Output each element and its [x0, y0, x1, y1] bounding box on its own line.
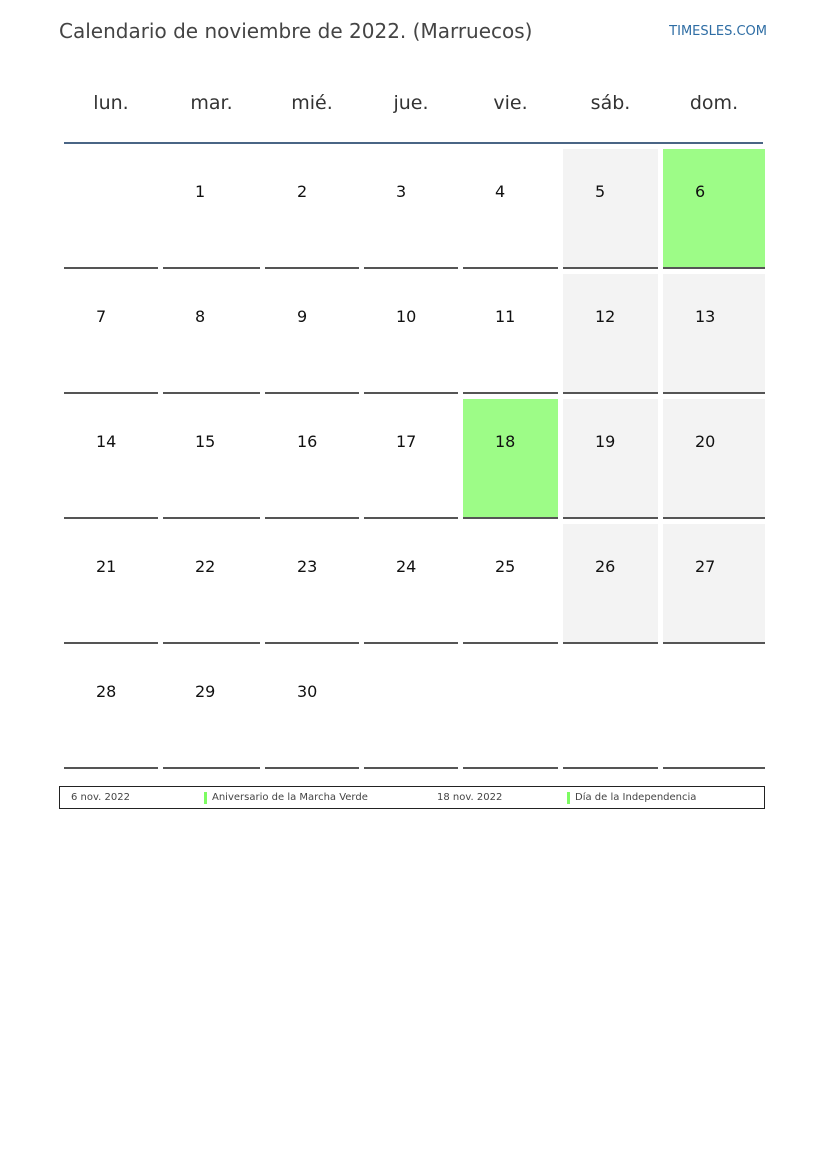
- day-cell: [163, 274, 260, 394]
- calendar-grid: [64, 70, 763, 769]
- legend-holiday-name: Aniversario de la Marcha Verde: [212, 792, 368, 803]
- weekday-label: mié.: [291, 92, 333, 114]
- day-number: 21: [96, 557, 117, 576]
- day-number: 29: [195, 682, 216, 701]
- weekday-label: lun.: [93, 92, 129, 114]
- week-row: [64, 144, 763, 269]
- day-cell: [64, 649, 158, 769]
- page-title: Calendario de noviembre de 2022. (Marruecos): [59, 19, 533, 43]
- day-number: 17: [396, 432, 417, 451]
- day-cell: [265, 399, 359, 519]
- week-row: [64, 269, 763, 394]
- day-cell: [663, 649, 765, 769]
- day-cell: [364, 399, 458, 519]
- day-cell: [163, 649, 260, 769]
- day-number: 30: [297, 682, 318, 701]
- day-number: 3: [396, 182, 407, 201]
- day-cell: [463, 649, 558, 769]
- day-cell: [463, 274, 558, 394]
- day-number: 20: [695, 432, 716, 451]
- site-link[interactable]: TIMESLES.COM: [669, 24, 767, 39]
- day-cell: [663, 274, 765, 394]
- day-cell: [364, 149, 458, 269]
- day-cell: [265, 524, 359, 644]
- day-cell: [364, 524, 458, 644]
- day-cell: [563, 149, 658, 269]
- holiday-color-marker: [567, 792, 570, 804]
- day-number: 23: [297, 557, 318, 576]
- day-cell-holiday: [463, 399, 558, 519]
- weeks-container: [64, 144, 763, 769]
- day-number: 13: [695, 307, 716, 326]
- day-number: 22: [195, 557, 216, 576]
- day-number: 4: [495, 182, 506, 201]
- day-number: 18: [495, 432, 516, 451]
- weekday-label: vie.: [493, 92, 528, 114]
- week-row: [64, 519, 763, 644]
- day-number: 2: [297, 182, 308, 201]
- holiday-legend: [59, 786, 765, 809]
- day-cell: [663, 399, 765, 519]
- day-cell: [463, 524, 558, 644]
- day-number: 11: [495, 307, 516, 326]
- day-cell: [163, 524, 260, 644]
- weekday-header-row: [64, 70, 763, 144]
- day-cell: [563, 274, 658, 394]
- legend-holiday-name: Día de la Independencia: [575, 792, 697, 803]
- day-cell: [163, 399, 260, 519]
- day-cell: [364, 649, 458, 769]
- week-row: [64, 644, 763, 769]
- day-number: 10: [396, 307, 417, 326]
- day-number: 1: [195, 182, 206, 201]
- weekday-label: sáb.: [590, 92, 631, 114]
- day-cell: [463, 149, 558, 269]
- week-row: [64, 394, 763, 519]
- weekday-label: dom.: [689, 92, 739, 114]
- day-number: 15: [195, 432, 216, 451]
- day-number: 24: [396, 557, 417, 576]
- day-cell: [563, 649, 658, 769]
- day-cell: [663, 524, 765, 644]
- day-number: 5: [595, 182, 606, 201]
- day-number: 7: [96, 307, 107, 326]
- day-cell: [64, 399, 158, 519]
- day-cell: [64, 149, 158, 269]
- day-number: 9: [297, 307, 308, 326]
- day-number: 8: [195, 307, 206, 326]
- day-number: 19: [595, 432, 616, 451]
- day-number: 6: [695, 182, 706, 201]
- day-cell: [563, 524, 658, 644]
- day-number: 16: [297, 432, 318, 451]
- holiday-color-marker: [204, 792, 207, 804]
- day-cell: [265, 274, 359, 394]
- legend-date: 6 nov. 2022: [71, 792, 130, 803]
- weekday-label: jue.: [393, 92, 429, 114]
- day-cell: [64, 274, 158, 394]
- day-number: 28: [96, 682, 117, 701]
- day-cell: [563, 399, 658, 519]
- day-cell-holiday: [663, 149, 765, 269]
- day-cell: [163, 149, 260, 269]
- day-number: 12: [595, 307, 616, 326]
- day-number: 25: [495, 557, 516, 576]
- day-cell: [364, 274, 458, 394]
- legend-date: 18 nov. 2022: [437, 792, 503, 803]
- day-number: 27: [695, 557, 716, 576]
- day-number: 14: [96, 432, 117, 451]
- weekday-label: mar.: [190, 92, 233, 114]
- day-cell: [265, 649, 359, 769]
- day-number: 26: [595, 557, 616, 576]
- day-cell: [265, 149, 359, 269]
- day-cell: [64, 524, 158, 644]
